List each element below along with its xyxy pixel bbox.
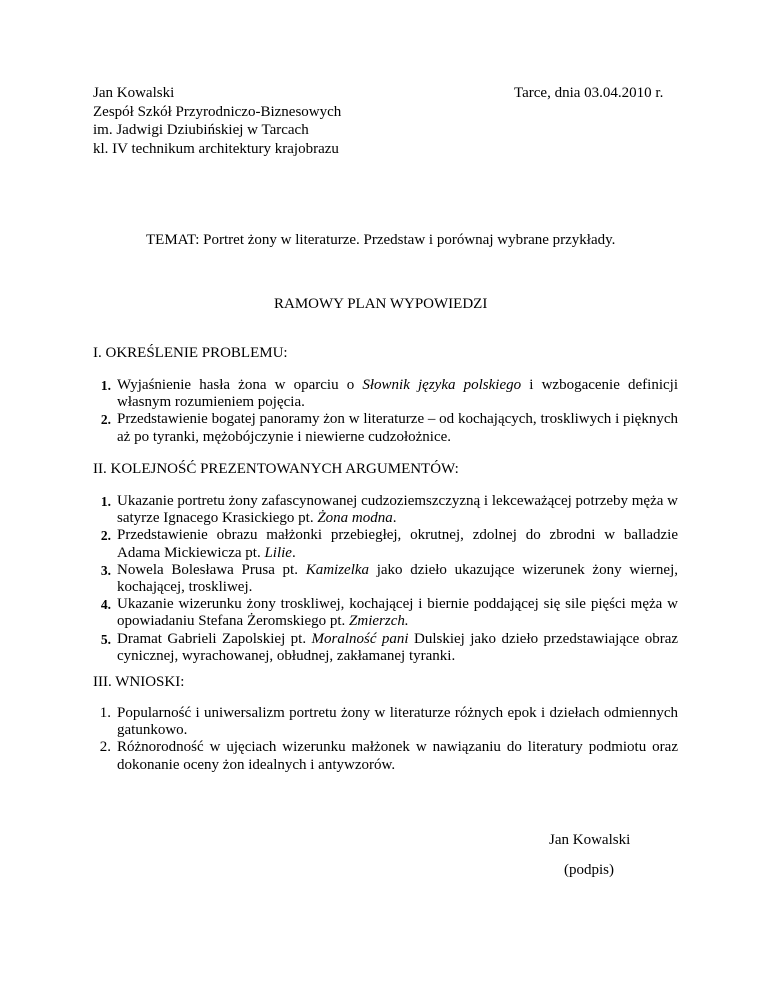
list-item bbox=[93, 562, 678, 596]
item-text: Popularność i uniwersalizm portretu żony w literaturze różnych epok i dziełach odmiennych gatunkowo. bbox=[117, 705, 678, 739]
sender-block bbox=[93, 84, 341, 158]
item-text: Dramat Gabrieli Zapolskiej pt. bbox=[117, 630, 312, 647]
sender-class: kl. IV technikum architektury krajobrazu bbox=[93, 140, 339, 157]
item-number: 2. bbox=[100, 528, 111, 544]
item-title: Żona modna bbox=[317, 510, 393, 527]
plan-title: RAMOWY PLAN WYPOWIEDZI bbox=[274, 296, 488, 312]
item-text: Nowela Bolesława Prusa pt. bbox=[117, 561, 306, 578]
signature-label: (podpis) bbox=[564, 862, 614, 878]
item-number: 1. bbox=[99, 705, 111, 721]
item-number: 3. bbox=[100, 562, 111, 578]
list-item bbox=[93, 493, 678, 527]
section-heading-problem: I. OKREŚLENIE PROBLEMU: bbox=[93, 345, 288, 361]
item-number: 2. bbox=[99, 739, 111, 756]
item-text-after: jako dzieło ukazujące wizerunek żony wiernej, kochającej, troskliwej. bbox=[117, 561, 678, 596]
item-text: Ukazanie wizerunku żony troskliwej, kochającej i biernie poddającej się sile pięści męża w opowiadaniu Stefana Żeromskiego pt. bbox=[117, 596, 678, 630]
sender-school: Zespół Szkół Przyrodniczo-Biznesowych bbox=[93, 103, 342, 120]
item-number: 2. bbox=[100, 412, 111, 428]
item-title: Zmierzch. bbox=[349, 613, 409, 630]
item-title: Kamizelka bbox=[305, 561, 370, 578]
item-title: Lilie bbox=[264, 544, 292, 561]
item-text: Wyjaśnienie hasła żona w oparciu o bbox=[117, 377, 363, 393]
list-item bbox=[93, 411, 678, 445]
item-text: Przedstawienie bogatej panoramy żon w literaturze – od kochających, troskliwych i pięknych aż po tyranki, mężobójczynie i niewierne cudzołożnice. bbox=[117, 411, 678, 445]
section-heading-arguments: II. KOLEJNOŚĆ PREZENTOWANYCH ARGUMENTÓW: bbox=[93, 461, 459, 477]
section-list-conclusions bbox=[93, 705, 678, 774]
list-item bbox=[93, 596, 678, 630]
item-text: Przedstawienie obrazu małżonki przebiegłej, okrutnej, zdolnej do zbrodni w balladzie Adama Mickiewicza pt. bbox=[117, 527, 678, 561]
list-item bbox=[93, 739, 678, 773]
item-text-after: Dulskiej jako dzieło przedstawiające obraz cynicznej, wyrachowanej, obłudnej, zakłamanej tyranki. bbox=[117, 630, 679, 664]
list-item bbox=[93, 705, 678, 739]
section-list-arguments bbox=[93, 493, 678, 665]
list-item bbox=[93, 631, 678, 665]
sender-name: Jan Kowalski bbox=[93, 85, 175, 101]
item-text: Ukazanie portretu żony zafascynowanej cudzoziemszczyzną i lekceważącej potrzeby męża w satyrze Ignacego Krasickiego pt. bbox=[117, 493, 678, 527]
item-title: Słownik języka polskiego bbox=[362, 377, 522, 393]
signature-name: Jan Kowalski bbox=[549, 832, 631, 848]
item-text-after: . bbox=[392, 510, 397, 527]
item-number: 1. bbox=[100, 494, 111, 509]
item-text-after: . bbox=[291, 544, 296, 561]
item-text-after: i wzbogacenie definicji własnym rozumieniem pojęcia. bbox=[117, 377, 678, 411]
item-title: Moralność pani bbox=[311, 630, 409, 647]
item-number: 4. bbox=[100, 597, 111, 613]
item-number: 5. bbox=[100, 631, 111, 647]
topic-line: TEMAT: Portret żony w literaturze. Przedstaw i porównaj wybrane przykłady. bbox=[146, 232, 616, 248]
list-item bbox=[93, 377, 678, 411]
section-heading-conclusions: III. WNIOSKI: bbox=[93, 674, 185, 690]
item-number: 1. bbox=[100, 378, 111, 393]
section-list-problem bbox=[93, 377, 678, 446]
sender-patron: im. Jadwigi Dziubińskiej w Tarcach bbox=[93, 122, 309, 138]
item-text: Różnorodność w ujęciach wizerunku małżonek w nawiązaniu do literatury podmiotu oraz dokonanie oceny żon idealnych i antywzorów. bbox=[117, 739, 678, 773]
date-line: Tarce, dnia 03.04.2010 r. bbox=[514, 85, 664, 101]
list-item bbox=[93, 527, 678, 561]
